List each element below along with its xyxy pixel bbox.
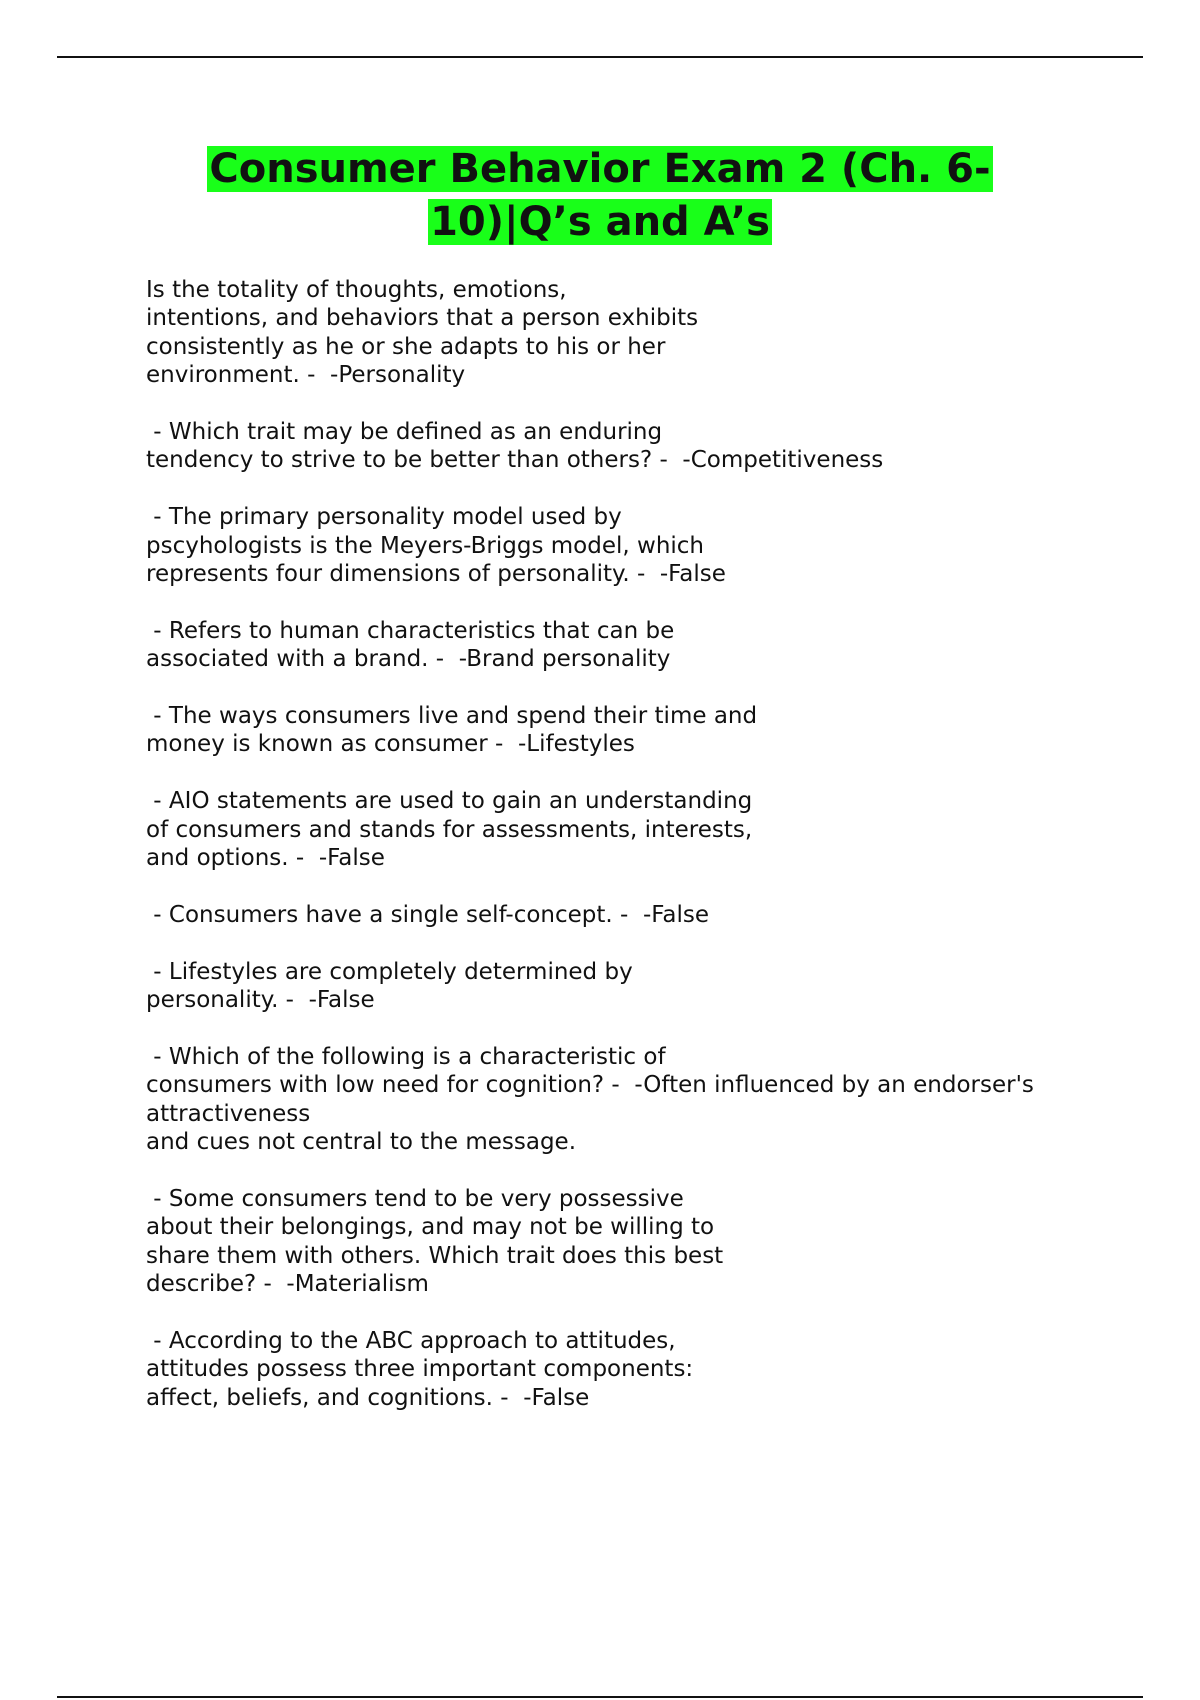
qa-list — [146, 276, 1146, 1440]
qa-item: - Refers to human characteristics that can be associated with a brand. - -Brand personality — [146, 617, 675, 673]
qa-item: - The primary personality model used by pscyhologists is the Meyers-Briggs model, which represents four dimensions of personality. - -False — [146, 504, 726, 588]
footer-rule — [57, 1696, 1143, 1698]
document-title: Consumer Behavior Exam 2 (Ch. 6- 10)|Q’s and A’s — [209, 146, 991, 245]
qa-item: - According to the ABC approach to attitudes, attitudes possess three important components: affect, beliefs, and cognitions. - -False — [146, 1327, 694, 1411]
qa-item: - Which of the following is a characteristic of consumers with low need for cognition? - -Often influenced by an endorser's attractiveness and cues not central to the message. — [146, 1043, 1034, 1156]
qa-item: - Some consumers tend to be very possessive about their belongings, and may not be willing to share them with others. Which trait does this best describe? - -Materialism — [146, 1185, 724, 1298]
qa-item: - Consumers have a single self-concept. - -False — [146, 901, 709, 928]
qa-item: - The ways consumers live and spend their time and money is known as consumer - -Lifestyles — [146, 703, 758, 758]
title-block — [100, 143, 1100, 249]
qa-item: - AIO statements are used to gain an understanding of consumers and stands for assessments, interests, and options. - -False — [146, 788, 753, 872]
header-rule — [57, 56, 1143, 58]
qa-item: - Lifestyles are completely determined by personality. - -False — [146, 958, 633, 1014]
qa-item: - Which trait may be defined as an enduring tendency to strive to be better than others? - -Competitiveness — [146, 419, 884, 474]
qa-item: Is the totality of thoughts, emotions, intentions, and behaviors that a person exhibits consistently as he or she adapts to his or her environment. - -Personality — [146, 277, 699, 389]
